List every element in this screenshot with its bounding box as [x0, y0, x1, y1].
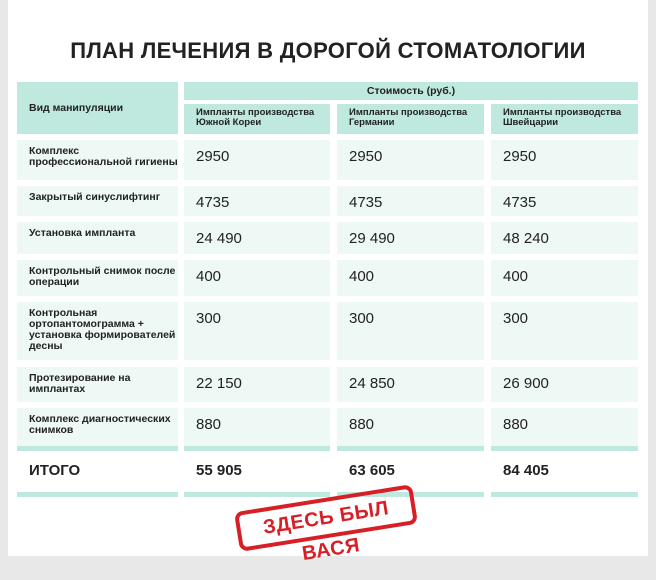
row-value: 4735: [337, 186, 484, 216]
divider: [491, 446, 638, 451]
row-label: Контрольная ортопантомограмма + установка формирователей десны: [17, 302, 178, 360]
row-value: 880: [491, 408, 638, 446]
divider: [184, 446, 330, 451]
divider: [17, 492, 178, 497]
divider: [491, 492, 638, 497]
row-label: Протезирование на имплантах: [17, 367, 178, 402]
divider: [184, 492, 330, 497]
total-label: ИТОГО: [29, 462, 81, 479]
row-value: 880: [337, 408, 484, 446]
row-value: 2950: [337, 140, 484, 180]
row-value: 880: [184, 408, 330, 446]
row-label: Комплекс диагностических снимков: [17, 408, 178, 446]
row-value: 24 850: [337, 367, 484, 402]
row-label: Контрольный снимок после операции: [17, 260, 178, 296]
row-value: 4735: [491, 186, 638, 216]
row-value: 300: [337, 302, 484, 360]
row-value: 300: [491, 302, 638, 360]
row-label: Закрытый синуслифтинг: [17, 186, 178, 216]
total-value: 84 405: [503, 462, 549, 479]
divider: [337, 446, 484, 451]
row-value: 400: [491, 260, 638, 296]
header-column: Импланты производства Швейцарии: [491, 104, 638, 134]
header-column: Импланты производства Германии: [337, 104, 484, 134]
row-value: 400: [337, 260, 484, 296]
stamp: ЗДЕСЬ БЫЛ ВАСЯ: [234, 484, 418, 552]
row-value: 48 240: [491, 222, 638, 254]
header-procedure: Вид манипуляции: [17, 82, 178, 134]
row-label: Установка импланта: [17, 222, 178, 254]
row-value: 29 490: [337, 222, 484, 254]
header-cost: Стоимость (руб.): [184, 82, 638, 100]
page-title: ПЛАН ЛЕЧЕНИЯ В ДОРОГОЙ СТОМАТОЛОГИИ: [70, 38, 586, 63]
row-value: 26 900: [491, 367, 638, 402]
total-value: 63 605: [349, 462, 395, 479]
total-value: 55 905: [196, 462, 242, 479]
row-value: 300: [184, 302, 330, 360]
row-value: 24 490: [184, 222, 330, 254]
row-value: 22 150: [184, 367, 330, 402]
row-value: 4735: [184, 186, 330, 216]
row-value: 400: [184, 260, 330, 296]
row-value: 2950: [491, 140, 638, 180]
row-label: Комплекс профессиональной гигиены: [17, 140, 178, 180]
row-value: 2950: [184, 140, 330, 180]
header-column: Импланты производства Южной Кореи: [184, 104, 330, 134]
divider: [17, 446, 178, 451]
